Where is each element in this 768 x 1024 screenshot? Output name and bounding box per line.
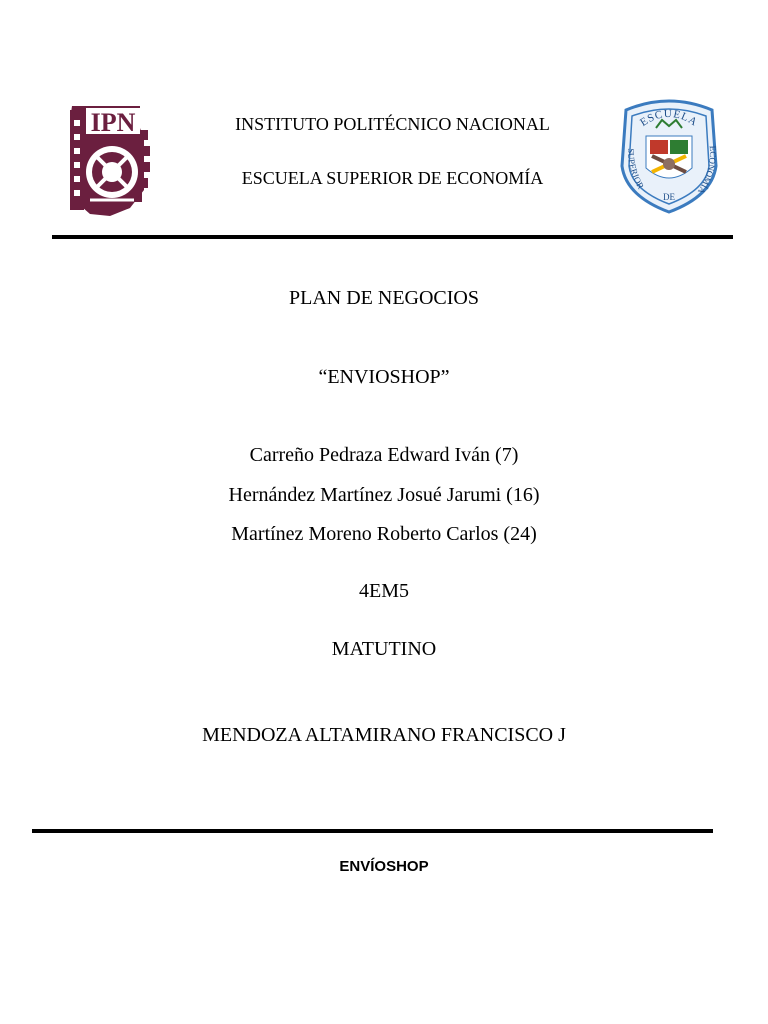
group: 4EM5: [359, 580, 409, 602]
shift: MATUTINO: [331, 638, 437, 660]
author-2: Hernández Martínez Josué Jarumi (16): [228, 484, 540, 506]
author-1: Carreño Pedraza Edward Iván (7): [249, 444, 519, 466]
ipn-logo-text: IPN: [90, 108, 136, 137]
document-title: PLAN DE NEGOCIOS: [289, 287, 479, 309]
institution-name: INSTITUTO POLITÉCNICO NACIONAL: [235, 114, 550, 134]
ipn-logo: [60, 100, 150, 218]
ese-logo-bottom-text: DE: [663, 192, 675, 202]
ese-logo-left-text: SUPERIOR: [625, 148, 647, 191]
ese-logo: [616, 96, 722, 214]
ipn-logo-graphic: [60, 100, 150, 218]
ese-logo-graphic: [616, 96, 722, 214]
header-divider: [52, 235, 733, 239]
project-name: “ENVIOSHOP”: [318, 366, 450, 388]
ese-logo-top-text: ESCUELA: [638, 107, 700, 129]
footer-divider: [32, 829, 713, 833]
ese-logo-right-text: ECONOMÍA: [696, 145, 719, 196]
footer-title: ENVÍOSHOP: [339, 858, 429, 875]
author-3: Martínez Moreno Roberto Carlos (24): [231, 523, 537, 545]
school-name: ESCUELA SUPERIOR DE ECONOMÍA: [241, 168, 544, 188]
professor: MENDOZA ALTAMIRANO FRANCISCO J: [202, 724, 566, 746]
